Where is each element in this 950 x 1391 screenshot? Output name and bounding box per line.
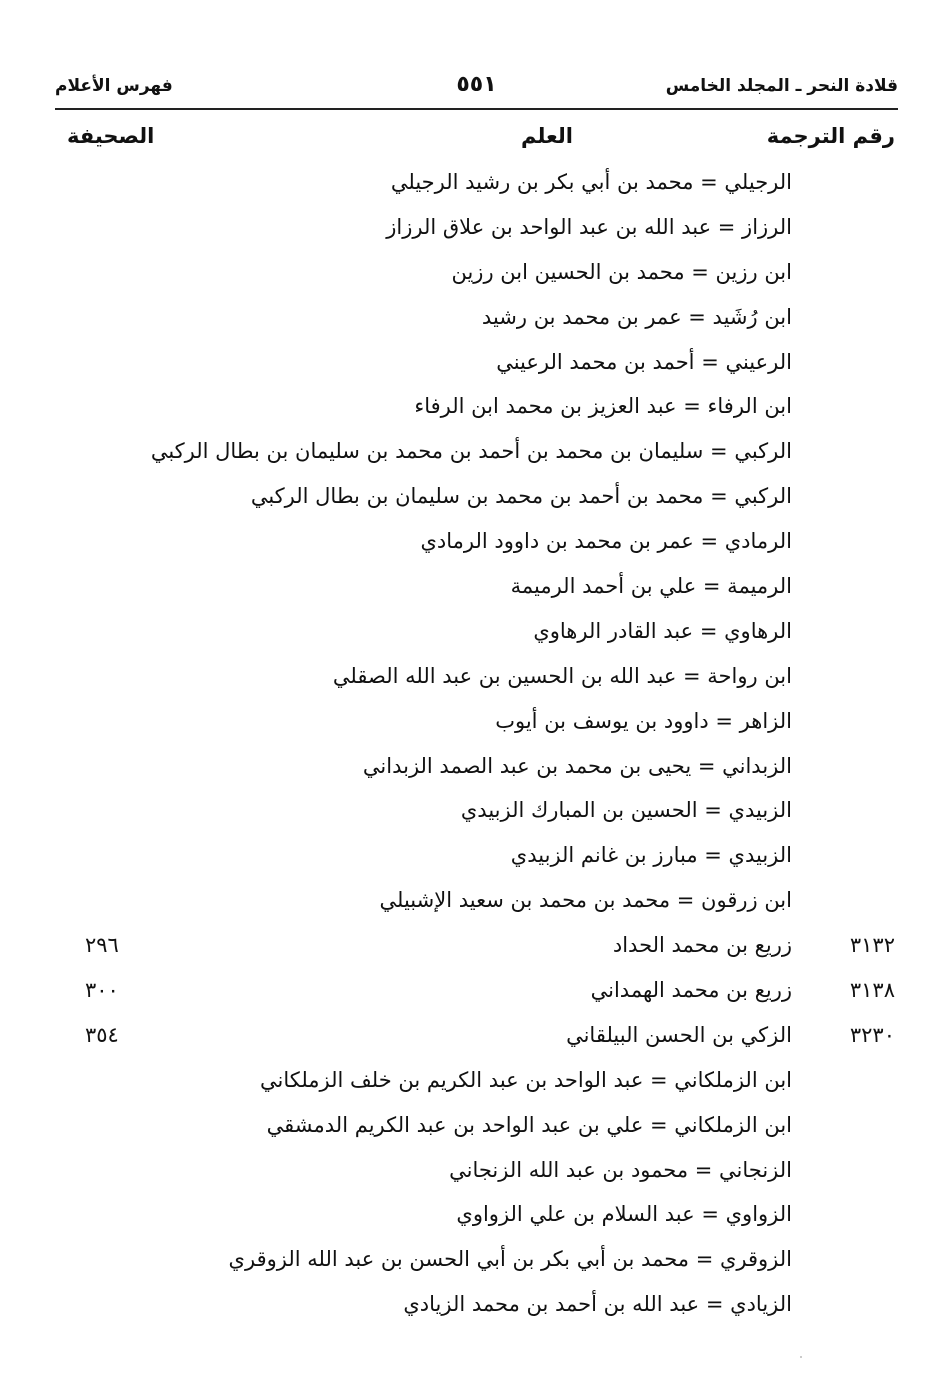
entry-name: الركبي = محمد بن أحمد بن محمد بن سليمان بن بطال الركبي — [250, 484, 792, 509]
column-header-name: العلم — [521, 124, 573, 148]
entry-name: الزيادي = عبد الله بن أحمد بن محمد الزيادي — [403, 1292, 792, 1317]
entry-name: ابن الزملكاني = عبد الواحد بن عبد الكريم بن خلف الزملكاني — [259, 1067, 792, 1092]
entry-name: ابن الزملكاني = علي بن عبد الواحد بن عبد الكريم الدمشقي — [266, 1112, 792, 1137]
entry-name: الزوقري = محمد بن أبي بكر بن أبي الحسن بن عبد الله الزوقري — [228, 1247, 792, 1272]
index-entry — [55, 299, 895, 344]
running-header — [55, 70, 898, 106]
entry-name: الزكي بن الحسن البيلقاني — [566, 1022, 792, 1047]
index-entry — [55, 1107, 895, 1152]
entry-name: ابن رواحة = عبد الله بن الحسين بن عبد الله الصقلي — [332, 663, 792, 688]
index-entry — [55, 1286, 895, 1331]
entry-number: ٣١٣٨ — [849, 978, 895, 1003]
index-entry — [55, 344, 895, 389]
index-list — [55, 164, 895, 1331]
index-entry — [55, 254, 895, 299]
index-entry — [55, 748, 895, 793]
index-entry — [55, 1017, 895, 1062]
index-entry — [55, 882, 895, 927]
index-entry — [55, 1196, 895, 1241]
entry-name: الرمادي = عمر بن محمد بن داوود الرمادي — [420, 529, 792, 554]
entry-page: ٣٥٤ — [85, 1022, 119, 1047]
index-entry — [55, 209, 895, 254]
entry-name: الزبيدي = الحسين بن المبارك الزبيدي — [460, 798, 792, 823]
index-entry — [55, 1241, 895, 1286]
entry-name: الرهاوي = عبد القادر الرهاوي — [533, 618, 792, 643]
entry-name: الرزاز = عبد الله بن عبد الواحد بن علاق الرزاز — [386, 214, 792, 239]
entry-page: ٢٩٦ — [85, 933, 119, 958]
entry-name: الزواوي = عبد السلام بن علي الزواوي — [456, 1202, 792, 1227]
column-headers — [55, 120, 895, 160]
entry-name: الزاهر = داوود بن يوسف بن أيوب — [495, 708, 792, 733]
index-entry — [55, 568, 895, 613]
page-speck — [800, 1356, 802, 1358]
index-entry — [55, 927, 895, 972]
index-entry — [55, 658, 895, 703]
index-entry — [55, 388, 895, 433]
index-entry — [55, 613, 895, 658]
entry-number: ٣٢٣٠ — [849, 1022, 895, 1047]
entry-name: الزنجاني = محمود بن عبد الله الزنجاني — [449, 1157, 792, 1182]
entry-name: الرميمة = علي بن أحمد الرميمة — [510, 574, 792, 599]
column-header-page: الصحيفة — [67, 124, 155, 148]
entry-page: ٣٠٠ — [85, 978, 119, 1003]
index-entry — [55, 1152, 895, 1197]
entry-name: الرعيني = أحمد بن محمد الرعيني — [496, 349, 792, 374]
index-entry — [55, 164, 895, 209]
entry-name: ابن زرقون = محمد بن محمد بن سعيد الإشبيلي — [379, 888, 792, 913]
entry-name: زريع بن محمد الهمداني — [590, 978, 792, 1003]
entry-name: الزبيدي = مبارز بن غانم الزبيدي — [510, 843, 792, 868]
index-entry — [55, 523, 895, 568]
entry-number: ٣١٣٢ — [849, 933, 895, 958]
book-title: قلادة النحر ـ المجلد الخامس — [665, 76, 898, 96]
section-title: فهرس الأعلام — [55, 76, 173, 96]
index-entry — [55, 703, 895, 748]
page-number: ٥٥١ — [456, 72, 497, 97]
column-header-number: رقم الترجمة — [766, 124, 895, 148]
entry-name: ابن الرفاء = عبد العزيز بن محمد ابن الرفاء — [414, 394, 792, 419]
index-entry — [55, 1062, 895, 1107]
entry-name: ابن رزين = محمد بن الحسين ابن رزين — [451, 259, 792, 284]
index-entry — [55, 792, 895, 837]
entry-name: الزبداني = يحيى بن محمد بن عبد الصمد الزبداني — [362, 753, 792, 778]
index-entry — [55, 478, 895, 523]
entry-name: الرجيلي = محمد بن أبي بكر بن رشيد الرجيلي — [390, 170, 792, 194]
header-divider — [55, 108, 898, 110]
index-entry — [55, 433, 895, 478]
index-entry — [55, 837, 895, 882]
index-entry — [55, 972, 895, 1017]
entry-name: زريع بن محمد الحداد — [612, 933, 792, 958]
entry-name: ابن رُشَيد = عمر بن محمد بن رشيد — [481, 304, 792, 329]
entry-name: الركبي = سليمان بن محمد بن أحمد بن محمد بن سليمان بن بطال الركبي — [150, 439, 792, 464]
